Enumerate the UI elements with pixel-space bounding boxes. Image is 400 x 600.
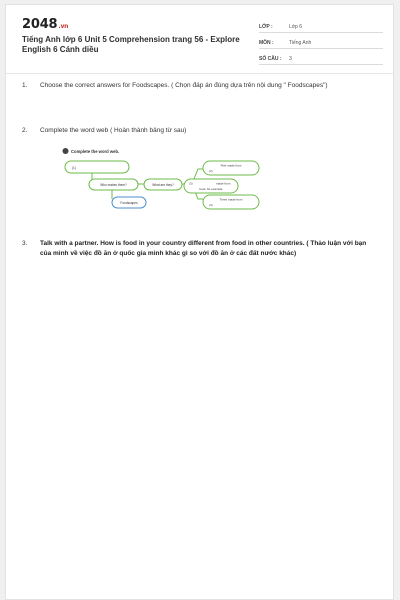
blank-label-2: (2) — [209, 169, 213, 173]
meta-row-subject — [259, 35, 383, 49]
question-number: 1. — [22, 82, 28, 89]
question-3 — [22, 239, 378, 259]
meta-value: Tiếng Anh — [289, 40, 312, 46]
what-label: What are they? — [152, 183, 174, 187]
blank-label-4: (4) — [209, 203, 213, 207]
fish-label: Fish made from — [220, 163, 242, 168]
word-web-figure — [62, 147, 272, 215]
question-text: Talk with a partner. How is food in your country different from food in other countries. ( Thảo luận với bạn của mình về việc đồ ăn ở quốc gia mình khác gì so với đồ ăn ở các đất nước khác) — [40, 240, 367, 257]
question-text: Choose the correct answers for Foodscapes. ( Chọn đáp án đúng dựa trên nội dung " Foodscapes") — [40, 82, 328, 89]
web-heading: Complete the word web. — [71, 149, 120, 154]
question-2 — [22, 126, 362, 136]
foodscapes-label: Foodscapes — [120, 201, 138, 205]
gear-icon — [63, 148, 69, 154]
trees-label: Trees made from — [219, 197, 243, 202]
meta-value: 3 — [289, 56, 292, 62]
word-web-svg — [62, 147, 272, 215]
question-number: 3. — [22, 240, 28, 247]
who-label: Who makes them? — [100, 183, 127, 187]
made-from-sub: food, for example — [199, 187, 223, 191]
blank-label-3: (3) — [189, 181, 193, 186]
meta-row-class — [259, 19, 383, 33]
worksheet — [5, 4, 394, 600]
meta-row-count — [259, 51, 383, 65]
meta-key: LỚP : — [259, 24, 273, 30]
site-logo[interactable] — [22, 17, 68, 32]
header-divider — [6, 73, 393, 74]
meta-key: MÔN : — [259, 40, 274, 46]
made-from-label: made from — [216, 181, 231, 186]
question-1 — [22, 81, 362, 91]
logo-tld: .vn — [58, 23, 69, 30]
meta-info — [259, 19, 383, 67]
logo-brand: 2048 — [22, 17, 58, 32]
question-number: 2. — [22, 127, 28, 134]
meta-value: Lớp 6 — [289, 24, 303, 30]
meta-key: SỐ CÂU : — [259, 56, 282, 62]
question-text: Complete the word web ( Hoàn thành bảng từ sau) — [40, 127, 187, 134]
page-title: Tiếng Anh lớp 6 Unit 5 Comprehension trang 56 - Explore English 6 Cánh diều — [22, 35, 240, 54]
blank-label-1: (1) — [72, 166, 76, 170]
